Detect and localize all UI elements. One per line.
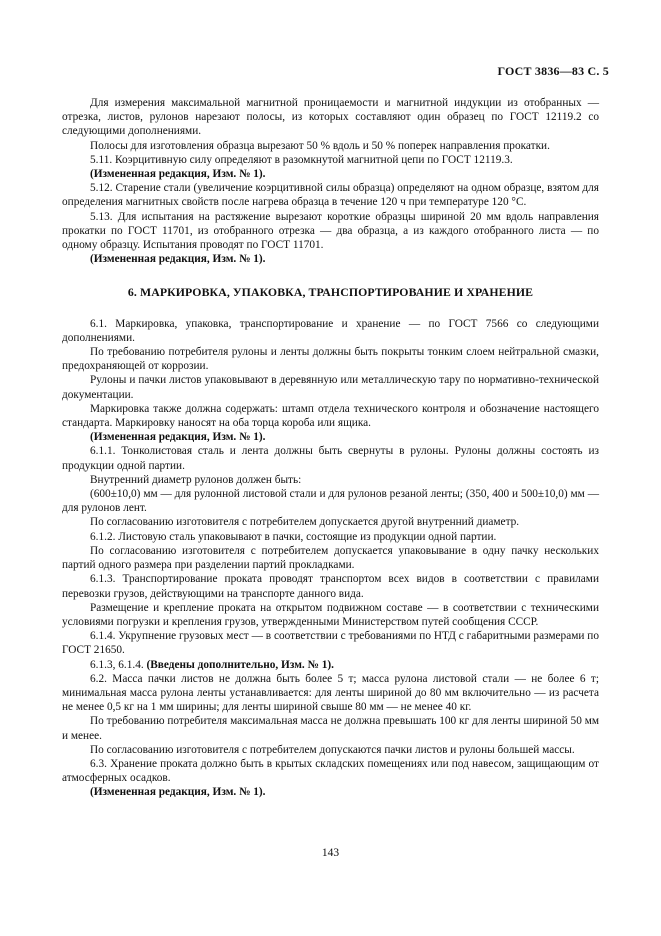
paragraph: По требованию потребителя максимальная масса не должна превышать 100 кг для ленты шириной 50 мм и менее. [62,715,599,742]
paragraph: По требованию потребителя рулоны и ленты должны быть покрыты тонким слоем нейтральной смазки, предохраняющей от коррозии. [62,346,599,373]
section-6-body [62,317,599,800]
page-header: ГОСТ 3836—83 С. 5 [497,64,609,78]
paragraph: 6.1.1. Тонколистовая сталь и лента должны быть свернуты в рулоны. Рулоны должны состоять из продукции одной партии. [62,445,599,472]
paragraph: 6.1.2. Листовую сталь упаковывают в пачки, состоящие из продукции одной партии. [90,530,497,543]
amendment-note: (Введены дополнительно, Изм. № 1). [146,658,334,671]
paragraph: 5.12. Старение стали (увеличение коэрцитивной силы образца) определяют на одном образце, взятом для определения магнитных свойств после нагрева образца в течение 120 ч при температуре 120 °С. [62,182,599,209]
paragraph: Размещение и крепление проката на открытом подвижном составе — в соответствии с техническими условиями погрузки и крепления грузов, утвержденными Министерством путей сообщения СССР. [62,601,599,628]
paragraph: 6.1.4. Укрупнение грузовых мест — в соответствии с требованиями по НТД с габаритными размерами по ГОСТ 21650. [62,630,599,657]
paragraph: Внутренний диаметр рулонов должен быть: [90,473,302,486]
paragraph: 6.1.3. Транспортирование проката проводят транспортом всех видов в соответствии с правилами перевозки грузов, действующими на транспорте данного вида. [62,573,599,600]
paragraph: По согласованию изготовителя с потребителем допускается другой внутренний диаметр. [90,516,520,529]
paragraph: (600±10,0) мм — для рулонной листовой стали и для рулонов резаной ленты; (350, 400 и 500±10,0) мм — для рулонов лент. [62,488,599,515]
paragraph: По согласованию изготовителя с потребителем допускаются пачки листов и рулоны большей массы. [90,743,575,756]
paragraph: 5.11. Коэрцитивную силу определяют в разомкнутой магнитной цепи по ГОСТ 12119.3. [90,153,513,166]
paragraph: Для измерения максимальной магнитной проницаемости и магнитной индукции из отобранных — отрезка, листов, рулонов нарезают полосы, из которых составляют один образец по ГОСТ 12119.2 со следующими дополнениями. [62,97,599,138]
paragraph: 5.13. Для испытания на растяжение вырезают короткие образцы шириной 20 мм вдоль направления прокатки по ГОСТ 11701, из отобранного отрезка — два образца, а из каждого отобранного листа — по одному образцу. Испытания проводят по ГОСТ 11701. [62,210,599,252]
paragraph: 6.1. Маркировка, упаковка, транспортирование и хранение — по ГОСТ 7566 со следующими дополнениями. [62,317,599,344]
paragraph [62,658,599,672]
paragraph: (Измененная редакция, Изм. № 1). [90,168,266,181]
section-5-continuation [62,96,599,266]
paragraph: По согласованию изготовителя с потребителем допускается упаковывание в одну пачку нескольких партий одного размера при разделении партий прокладками. [62,544,599,572]
page-number: 143 [321,847,340,859]
section-title: 6. МАРКИРОВКА, УПАКОВКА, ТРАНСПОРТИРОВАНИЕ И ХРАНЕНИЕ [127,285,534,300]
paragraph: (Измененная редакция, Изм. № 1). [90,431,266,444]
paragraph: Полосы для изготовления образца вырезают 50 % вдоль и 50 % поперек направления прокатки. [90,139,550,152]
paragraph: Маркировка также должна содержать: штамп отдела технического контроля и обозначение настоящего стандарта. Маркировку наносят на оба торца короба или ящика. [62,402,599,430]
paragraph: (Измененная редакция, Изм. № 1). [90,253,266,266]
paragraph: (Измененная редакция, Изм. № 1). [90,786,266,799]
paragraph-prefix: 6.1.3, 6.1.4. [90,658,147,671]
paragraph: Рулоны и пачки листов упаковывают в деревянную или металлическую тару по нормативно-технической документации. [62,374,599,401]
paragraph: 6.3. Хранение проката должно быть в крытых складских помещениях или под навесом, защищающим от атмосферных осадков. [62,757,599,785]
document-body [62,96,599,800]
paragraph: 6.2. Масса пачки листов не должна быть более 5 т; масса рулона листовой стали — не более 6 т; минимальная масса рулона ленты устанавливается: для ленты шириной до 80 мм включительно — из расчета не менее 0,5 кг на 1 мм ширины; для ленты шириной свыше 80 мм — не менее 40 кг. [62,672,599,714]
